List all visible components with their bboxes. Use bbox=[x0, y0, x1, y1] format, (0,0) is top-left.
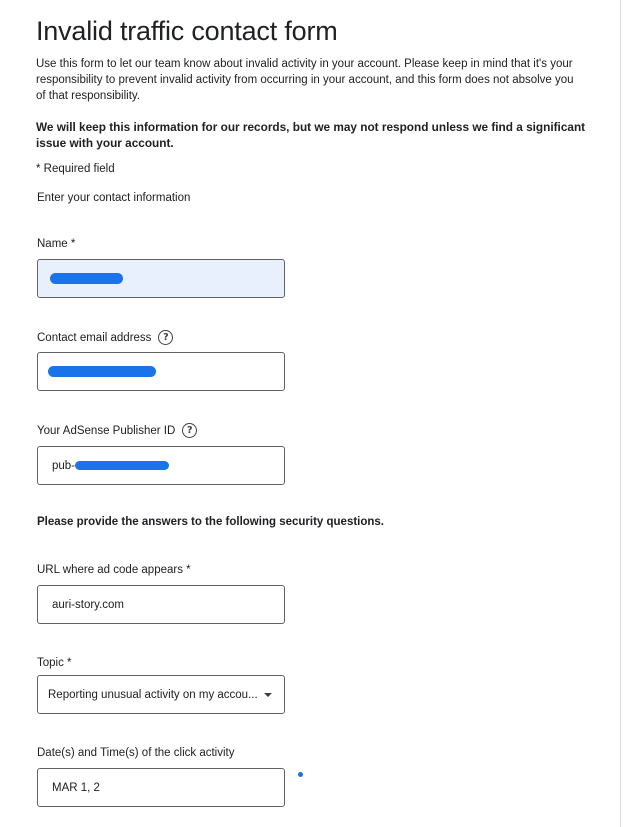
name-label: Name * bbox=[37, 238, 76, 250]
datetime-input[interactable] bbox=[52, 782, 284, 794]
redacted-email bbox=[48, 366, 156, 377]
publisher-id-label: Your AdSense Publisher ID ? bbox=[37, 423, 197, 438]
page-title: Invalid traffic contact form bbox=[36, 16, 338, 46]
datetime-label: Date(s) and Time(s) of the click activity bbox=[37, 747, 235, 759]
records-notice: We will keep this information for our records, but we may not respond unless we find a significant issue with your account. bbox=[36, 120, 586, 150]
email-field[interactable] bbox=[37, 352, 285, 391]
security-questions-heading: Please provide the answers to the following security questions. bbox=[37, 516, 384, 528]
focus-indicator-dot bbox=[298, 772, 303, 777]
page-border bbox=[620, 0, 621, 827]
intro-text: Use this form to let our team know about invalid activity in your account. Please keep in mind that it's your responsibility to prevent invalid activity from occurring in your account, and this form does not absolve you of that responsibility. bbox=[36, 58, 574, 102]
help-circle-icon[interactable]: ? bbox=[158, 330, 173, 345]
url-field[interactable] bbox=[37, 585, 285, 624]
contact-info-heading: Enter your contact information bbox=[37, 192, 191, 204]
datetime-field[interactable] bbox=[37, 768, 285, 807]
url-label: URL where ad code appears * bbox=[37, 564, 191, 576]
publisher-id-field[interactable] bbox=[37, 446, 285, 485]
help-circle-icon[interactable]: ? bbox=[182, 423, 197, 438]
required-field-note: * Required field bbox=[36, 163, 115, 175]
dropdown-arrow-icon bbox=[264, 693, 272, 697]
redacted-publisher-id bbox=[75, 461, 169, 470]
name-field[interactable] bbox=[37, 259, 285, 298]
topic-label: Topic * bbox=[37, 657, 72, 669]
topic-selected-value: Reporting unusual activity on my accou... bbox=[48, 688, 258, 701]
url-input[interactable] bbox=[52, 599, 284, 611]
email-label: Contact email address ? bbox=[37, 330, 173, 345]
redacted-name bbox=[50, 273, 123, 284]
publisher-id-prefix: pub- bbox=[52, 459, 76, 472]
topic-select[interactable] bbox=[37, 675, 285, 714]
